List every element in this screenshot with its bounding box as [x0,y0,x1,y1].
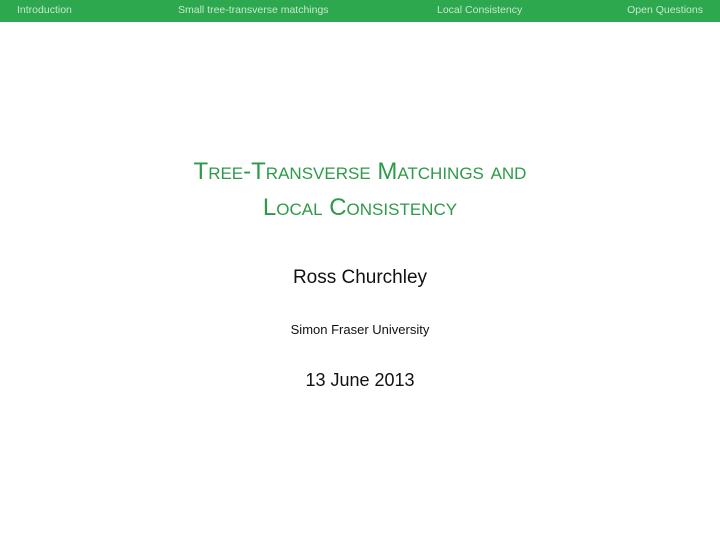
author-name: Ross Churchley [292,267,428,288]
slide-title-line-1: Tree-Transverse Matchings and [193,158,527,185]
slide-title [0,154,720,226]
nav-section-open-questions[interactable]: Open Questions [627,4,703,16]
institute-name: Simon Fraser University [290,322,430,337]
section-navbar [0,0,720,22]
presentation-date: 13 June 2013 [305,370,415,390]
nav-section-small-tree-transverse-matchings[interactable]: Small tree-transverse matchings [178,4,329,16]
nav-section-introduction[interactable]: Introduction [17,4,72,16]
slide-title-line-2: Local Consistency [262,194,458,221]
nav-section-local-consistency[interactable]: Local Consistency [437,4,523,16]
